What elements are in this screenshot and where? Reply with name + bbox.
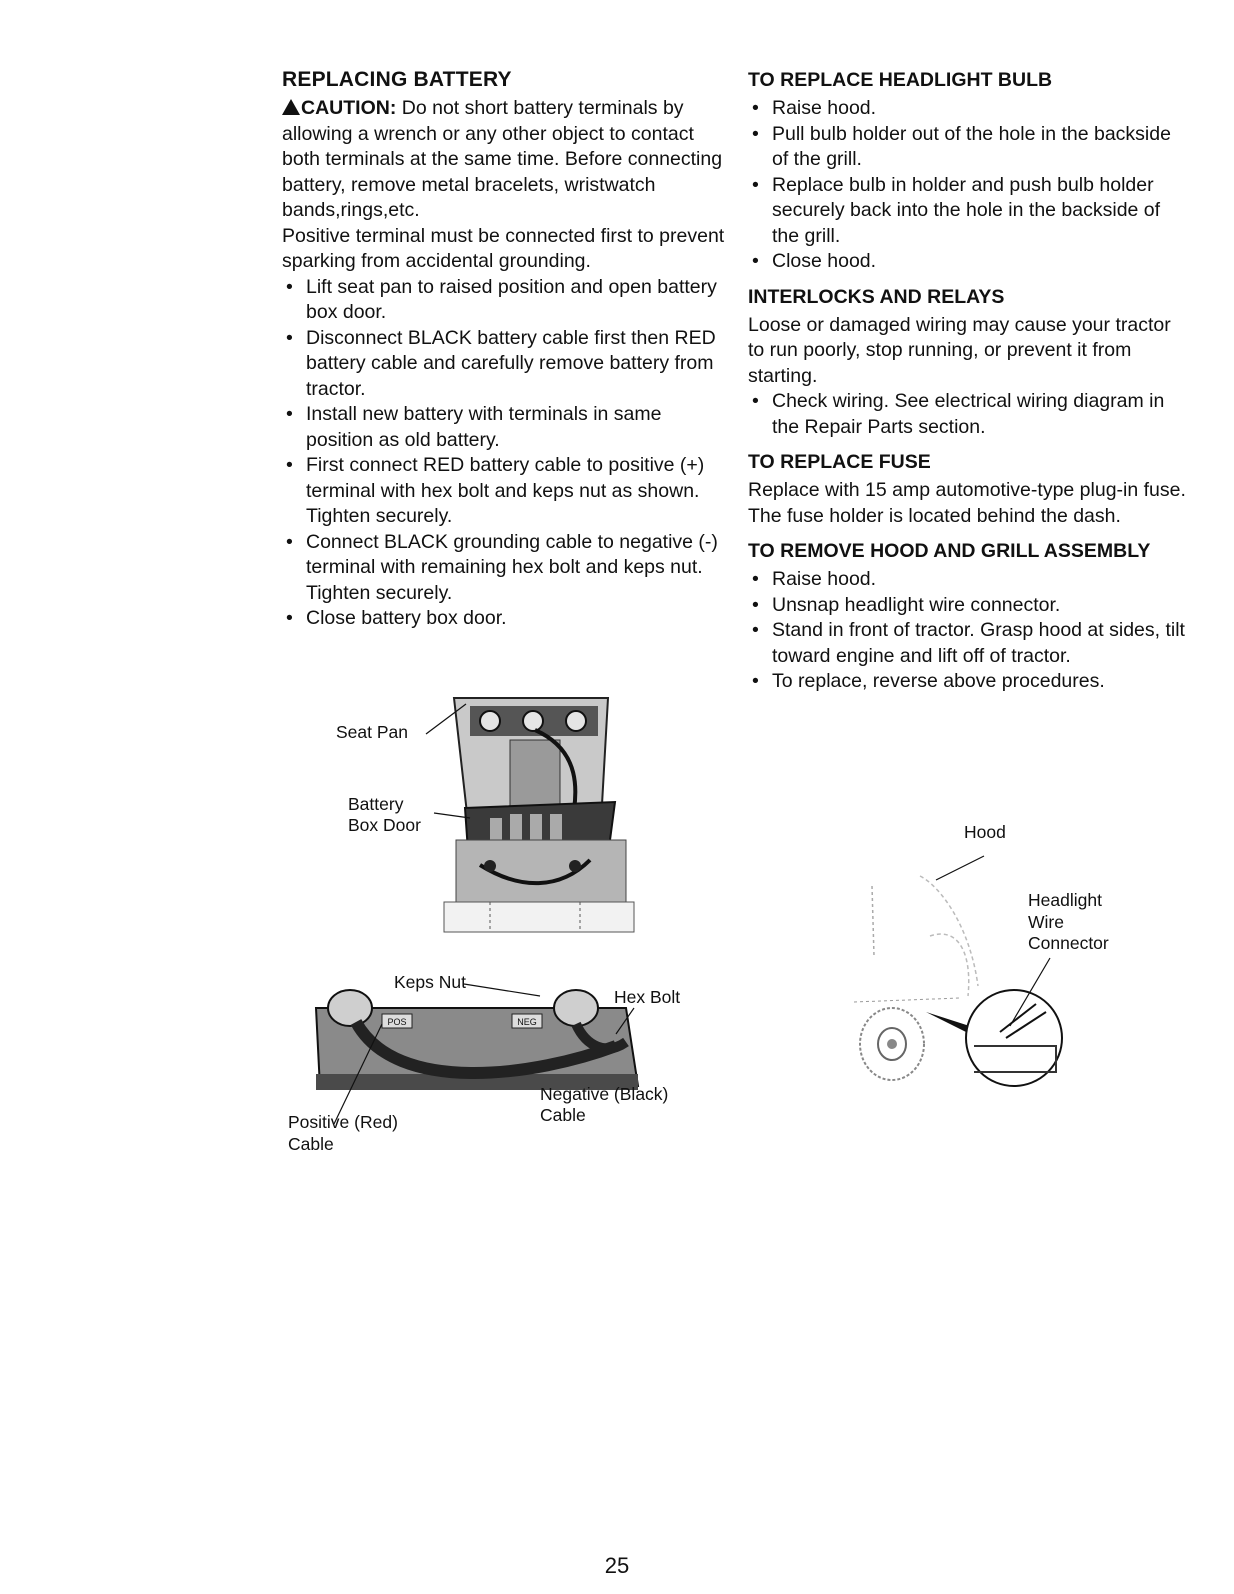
battery-box-door-label-line2: Box Door <box>348 815 421 835</box>
headlight-wire-connector-label-line2: Wire <box>1028 912 1064 932</box>
headlight-heading: TO REPLACE HEADLIGHT BULB <box>748 69 1053 91</box>
list-item: • Unsnap headlight wire connector. <box>748 593 1188 619</box>
negative-cable-label-line2: Cable <box>540 1105 586 1125</box>
hood-steps-list <box>748 567 1188 695</box>
list-item: • Lift seat pan to raised position and open battery box door. <box>282 275 732 326</box>
list-item: • Stand in front of tractor. Grasp hood at sides, tilt toward engine and lift off of tractor. <box>748 618 1188 669</box>
list-item: • Disconnect BLACK battery cable first then RED battery cable and carefully remove battery from tractor. <box>282 326 732 403</box>
replacing-battery-heading: REPLACING BATTERY <box>282 68 512 91</box>
positive-cable-label-line2: Cable <box>288 1134 334 1154</box>
interlocks-steps-list <box>748 389 1188 440</box>
hood-illustration <box>850 816 1150 1096</box>
list-item: • First connect RED battery cable to positive (+) terminal with hex bolt and keps nut as shown. Tighten securely. <box>282 453 732 530</box>
fuse-text: Replace with 15 amp automotive-type plug-in fuse. The fuse holder is located behind the dash. <box>748 479 1186 527</box>
caution-paragraph <box>282 96 732 224</box>
interlocks-heading: INTERLOCKS AND RELAYS <box>748 285 1005 308</box>
hex-bolt-label: Hex Bolt <box>614 987 681 1007</box>
seat-pan-label: Seat Pan <box>336 722 408 742</box>
headlight-wire-connector-label-line3: Connector <box>1028 933 1109 953</box>
keps-nut-label: Keps Nut <box>394 972 466 992</box>
left-column <box>282 62 732 632</box>
page-number: 25 <box>604 1553 630 1578</box>
battery-box-door-label-line1: Battery <box>348 794 404 814</box>
headlight-steps-list <box>748 96 1188 275</box>
neg-terminal-text: NEG <box>517 1017 537 1027</box>
list-item: • Install new battery with terminals in same position as old battery. <box>282 402 732 453</box>
list-item: • Replace bulb in holder and push bulb holder securely back into the hole in the backside of the grill. <box>748 173 1188 250</box>
negative-cable-label-line1: Negative (Black) <box>540 1084 669 1104</box>
warning-triangle-icon <box>282 99 300 115</box>
list-item: • Pull bulb holder out of the hole in the backside of the grill. <box>748 122 1188 173</box>
list-item: • Raise hood. <box>748 96 1188 122</box>
list-item: • Close hood. <box>748 249 1188 275</box>
battery-box-figure <box>330 690 650 940</box>
list-item: • Connect BLACK grounding cable to negative (-) terminal with remaining hex bolt and keps nut. Tighten securely. <box>282 530 732 607</box>
list-item: • To replace, reverse above procedures. <box>748 669 1188 695</box>
hood-heading: TO REMOVE HOOD AND GRILL ASSEMBLY <box>748 540 1151 562</box>
hood-figure <box>850 816 1150 1096</box>
right-column <box>748 68 1188 695</box>
positive-cable-label-line1: Positive (Red) <box>288 1112 398 1132</box>
list-item: • Raise hood. <box>748 567 1188 593</box>
battery-steps-list <box>282 275 732 632</box>
headlight-wire-connector-label-line1: Headlight <box>1028 890 1102 910</box>
battery-terminals-figure <box>286 966 706 1162</box>
caution-label: CAUTION: <box>301 97 397 119</box>
caution-text: Do not short battery terminals by allowing a wrench or any other object to contact both terminals at the same time. Before connecting battery, remove metal bracelets, wristwatch bands,rings,etc. <box>282 97 723 221</box>
list-item: • Check wiring. See electrical wiring diagram in the Repair Parts section. <box>748 389 1188 440</box>
list-item: • Close battery box door. <box>282 606 732 632</box>
interlocks-text: Loose or damaged wiring may cause your tractor to run poorly, stop running, or prevent it from starting. <box>748 313 1171 387</box>
fuse-heading: TO REPLACE FUSE <box>748 451 931 473</box>
hood-label: Hood <box>964 822 1006 842</box>
pos-terminal-text: POS <box>387 1017 407 1027</box>
positive-terminal-note: Positive terminal must be connected first to prevent sparking from accidental grounding. <box>282 224 725 272</box>
